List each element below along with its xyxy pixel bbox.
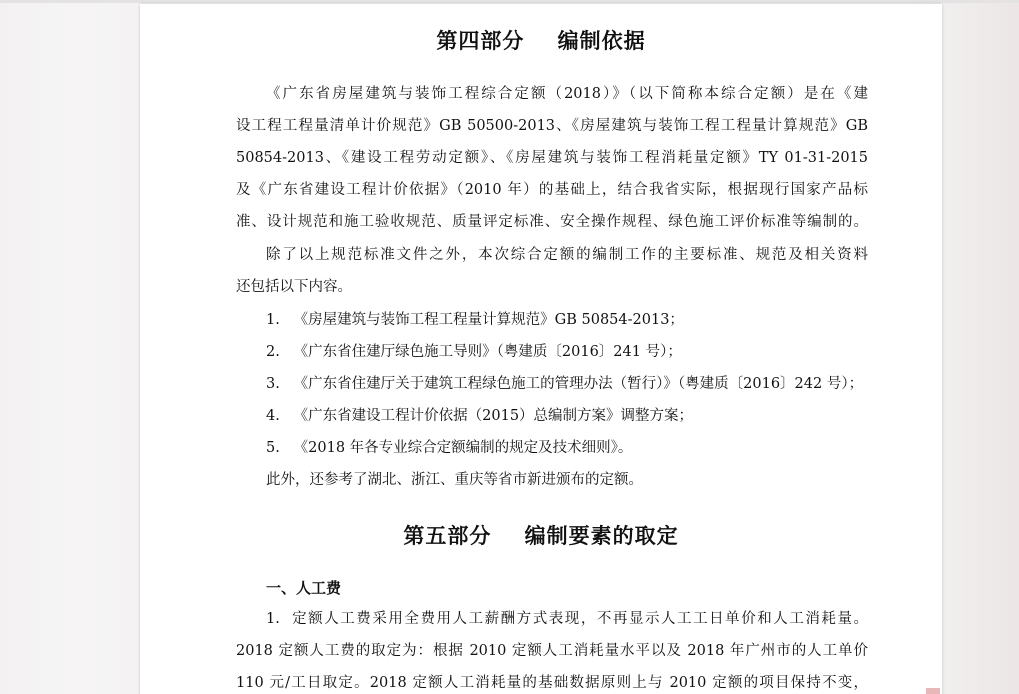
reference-item-5: 5. 《2018 年各专业综合定额编制的规定及技术细则》。 (266, 440, 633, 456)
document-page (140, 4, 942, 694)
scrollbar-thumb[interactable] (926, 688, 940, 694)
section5-para1-line3: 110 元/工日取定。2018 定额人工消耗量的基础数据原则上与 2010 定额的项目保持不变， (236, 675, 868, 691)
reference-item-3: 3. 《广东省住建厅关于建筑工程绿色施工的管理办法（暂行）》（粤建质〔2016〕242 号）； (266, 376, 864, 392)
viewer-top-border (0, 0, 1019, 3)
section4-para1-line1: 《广东省房屋建筑与装饰工程综合定额（2018）》（以下简称本综合定额）是在《建 (266, 86, 868, 102)
section4-closing: 此外，还参考了湖北、浙江、重庆等省市新进颁布的定额。 (266, 472, 643, 488)
section4-title: 第四部分 编制依据 (436, 29, 646, 53)
section5-title: 第五部分 编制要素的取定 (403, 524, 679, 548)
section4-para1-line2: 设工程工程量清单计价规范》GB 50500-2013、《房屋建筑与装饰工程工程量计算规范》GB (236, 118, 868, 134)
reference-item-4: 4. 《广东省建设工程计价依据（2015）总编制方案》调整方案； (266, 408, 694, 424)
section4-para1-line3: 50854-2013、《建设工程劳动定额》、《房屋建筑与装饰工程消耗量定额》TY 01-31-2015 (236, 150, 868, 166)
section5-para1-line1: 1. 定额人工费采用全费用人工薪酬方式表现，不再显示人工工日单价和人工消耗量。 (266, 611, 868, 627)
reference-item-2: 2. 《广东省住建厅绿色施工导则》（粤建质〔2016〕241 号）； (266, 344, 682, 360)
reference-item-1: 1. 《房屋建筑与装饰工程工程量计算规范》GB 50854-2013； (266, 312, 684, 328)
section5-subheading: 一、人工费 (266, 579, 342, 597)
section4-para1-line5: 准、设计规范和施工验收规范、质量评定标准、安全操作规程、绿色施工评价标准等编制的。 (236, 214, 868, 230)
section4-para2-line1: 除了以上规范标准文件之外，本次综合定额的编制工作的主要标准、规范及相关资料 (266, 247, 868, 263)
section4-para1-line4: 及《广东省建设工程计价依据》（2010 年）的基础上，结合我省实际，根据现行国家产品标 (236, 182, 868, 198)
section5-para1-line2: 2018 定额人工费的取定为：根据 2010 定额人工消耗量水平以及 2018 年广州市的人工单价 (236, 643, 868, 659)
section4-para2-line2: 还包括以下内容。 (236, 279, 352, 295)
